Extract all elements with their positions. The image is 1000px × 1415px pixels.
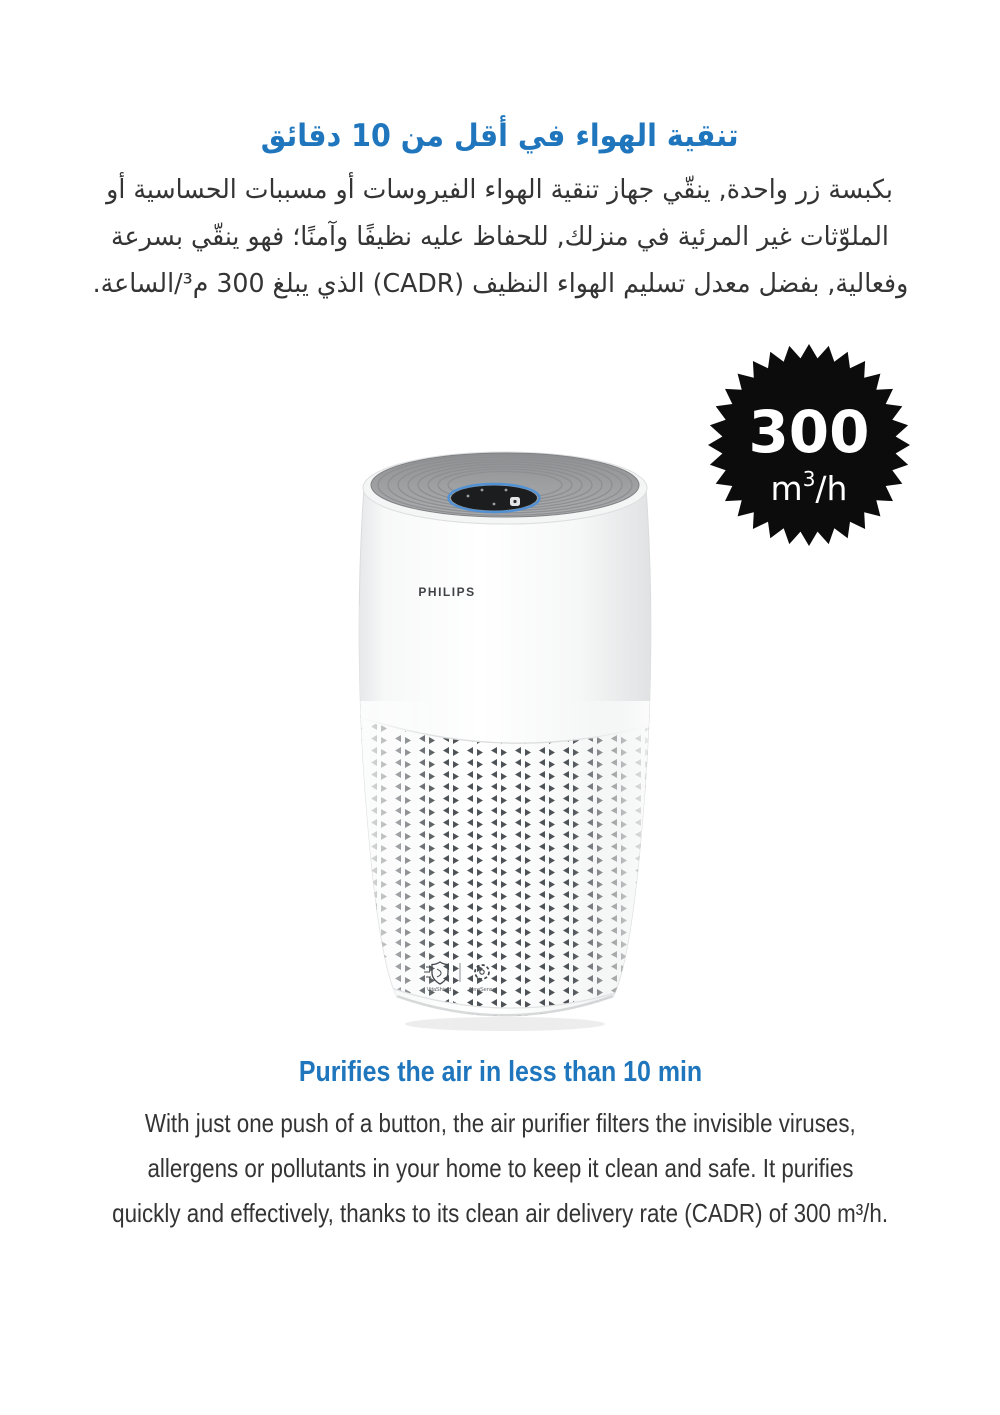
aerasense-label: AeraSense: [468, 987, 496, 993]
english-title-row: [0, 1056, 1000, 1089]
arabic-line-3: وفعالية, بفضل معدل تسليم الهواء النظيف (CADR) الذي يبلغ 300 م³/الساعة.: [92, 269, 908, 299]
starburst-icon: [706, 342, 912, 548]
panel-display[interactable]: [451, 486, 537, 511]
perforated-grille: [355, 606, 655, 1036]
badge-value: 300: [748, 398, 870, 466]
english-title: Purifies the air in less than 10 min: [298, 1056, 702, 1088]
product-shadow: [405, 1017, 605, 1031]
arabic-paragraph-line: [0, 261, 1000, 308]
english-paragraph-line: [0, 1191, 1000, 1236]
arabic-paragraph-line: [0, 167, 1000, 214]
arabic-paragraph-line: [0, 214, 1000, 261]
philips-wordmark: PHILIPS: [418, 585, 476, 599]
arabic-title-row: [0, 118, 1000, 154]
power-mode-icon[interactable]: [510, 497, 520, 506]
control-panel[interactable]: [449, 484, 540, 512]
badge-unit-rest: /h: [815, 469, 848, 508]
english-line-1: With just one push of a button, the air purifier filters the invisible viruses,: [144, 1108, 856, 1138]
english-paragraph-line: [0, 1146, 1000, 1191]
vitashield-label: VitaShield: [426, 987, 452, 993]
purifier-illustration: [355, 446, 655, 1036]
english-paragraph-line: [0, 1101, 1000, 1146]
purifier-product-image: [355, 446, 655, 1036]
arabic-title: تنقية الهواء في أقل من 10 دقائق: [261, 118, 739, 154]
cadr-starburst-badge: [706, 342, 912, 548]
badge-unit-m: m: [770, 469, 803, 508]
english-line-3: quickly and effectively, thanks to its clean air delivery rate (CADR) of 300 m³/h.: [112, 1198, 888, 1228]
arabic-line-1: بكبسة زر واحدة, ينقّي جهاز تنقية الهواء الفيروسات أو مسببات الحساسية أو: [106, 175, 894, 205]
arabic-line-2: الملوّثات غير المرئية في منزلك, للحفاظ عليه نظيفًا وآمنًا؛ فهو ينقّي بسرعة: [111, 222, 889, 252]
badge-unit-exp: 3: [802, 467, 816, 491]
english-line-2: allergens or pollutants in your home to keep it clean and safe. It purifies: [146, 1153, 853, 1183]
